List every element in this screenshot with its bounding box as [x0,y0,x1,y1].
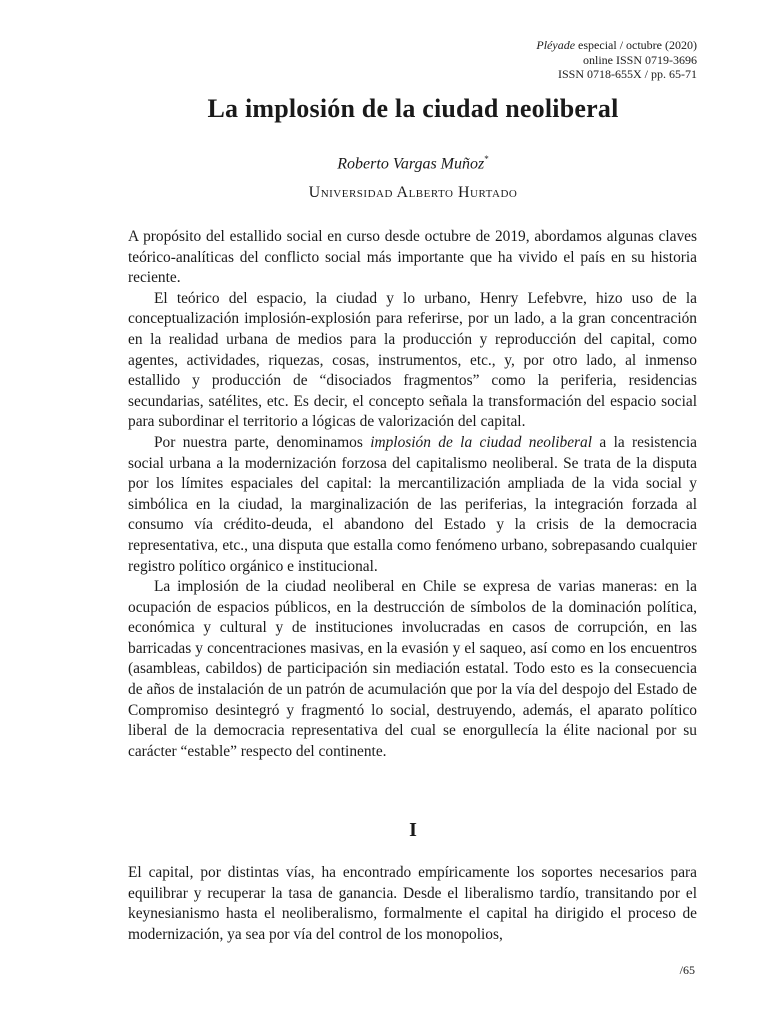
journal-header [536,38,697,82]
paragraph-1: A propósito del estallido social en curso desde octubre de 2019, abordamos algunas claves teórico-analíticas del conflicto social más importante que ha vivido el país en su historia reciente. [128,228,697,287]
page-number: /65 [679,963,695,977]
online-issn: online ISSN 0719-3696 [583,52,697,67]
article-title: La implosión de la ciudad neoliberal [207,94,619,123]
journal-issue-line [536,38,697,53]
author-footnote-mark[interactable]: * [484,154,489,164]
article-body [128,227,697,762]
paragraph-3 [128,433,697,577]
journal-issue: especial / octubre (2020) [575,38,697,52]
journal-name: Pléyade [536,38,576,52]
author-line [0,154,768,173]
author-name: Roberto Vargas Muñoz [337,155,485,173]
section-heading: I [409,819,417,841]
section-paragraph-1: El capital, por distintas vías, ha encontrado empíricamente los soportes necesarios para equilibrar y recuperar la tasa de ganancia. Desde el liberalismo tardío, transitando por el keynesianismo hasta el neoliberalismo, formalmente el capital ha dirigido el proceso de modernización, ya sea por vía del control de los monopolios, [128,864,697,943]
paragraph-3-emphasis: implosión de la ciudad neoliberal [370,433,593,451]
paragraph-2: El teórico del espacio, la ciudad y lo urbano, Henry Lefebvre, hizo uso de la conceptualización implosión-explosión para referirse, por un lado, a la gran concentración en la realidad urbana de medios para la producción y reproducción del capital, como agentes, actividades, riquezas, cosas, instrumentos, etc., y, por otro lado, al inmenso estallido y producción de “disociados fragmentos” como la periferia, residencias secundarias, satélites, etc. Es decir, el concepto señala la transformación del espacio social para subordinar el territorio a lógicas de valorización del capital. [128,289,697,431]
section-body [128,863,697,945]
paragraph-4: La implosión de la ciudad neoliberal en Chile se expresa de varias maneras: en la ocupación de espacios públicos, en la destrucción de símbolos de la dominación política, económica y cultural y de instituciones involucradas en casos de corrupción, en las barricadas y concentraciones masivas, en la evasión y el saqueo, así como en los encuentros (asambleas, cabildos) de participación sin mediación estatal. Todo esto es la consecuencia de años de instalación de un patrón de acumulación que por la vía del despojo del Estado de Compromiso desintegró y fragmentó lo social, destruyendo, además, el aparato político liberal de la democracia representativa del cual se enorgullecía la élite nacional por su carácter “estable” respecto del continente. [128,578,697,760]
paragraph-3-start: Por nuestra parte, denominamos [154,433,371,451]
paragraph-3-rest: a la resistencia social urbana a la modernización forzosa del capitalismo neoliberal. Se trata de la disputa por los límites espaciales del capital: la mercantilización ampliada de la vida social y simbólica en la ciudad, la marginalización de las periferias, la integración forzada al consumo vía crédito-deuda, el abandono del Estado y la crisis de la democracia representativa, etc., una disputa que estalla como fenómeno urbano, sobrepasando cualquier registro político orgánico e institucional. [128,433,697,575]
issn-pages: ISSN 0718-655X / pp. 65-71 [557,67,697,81]
author-affiliation: Universidad Alberto Hurtado [308,184,518,201]
